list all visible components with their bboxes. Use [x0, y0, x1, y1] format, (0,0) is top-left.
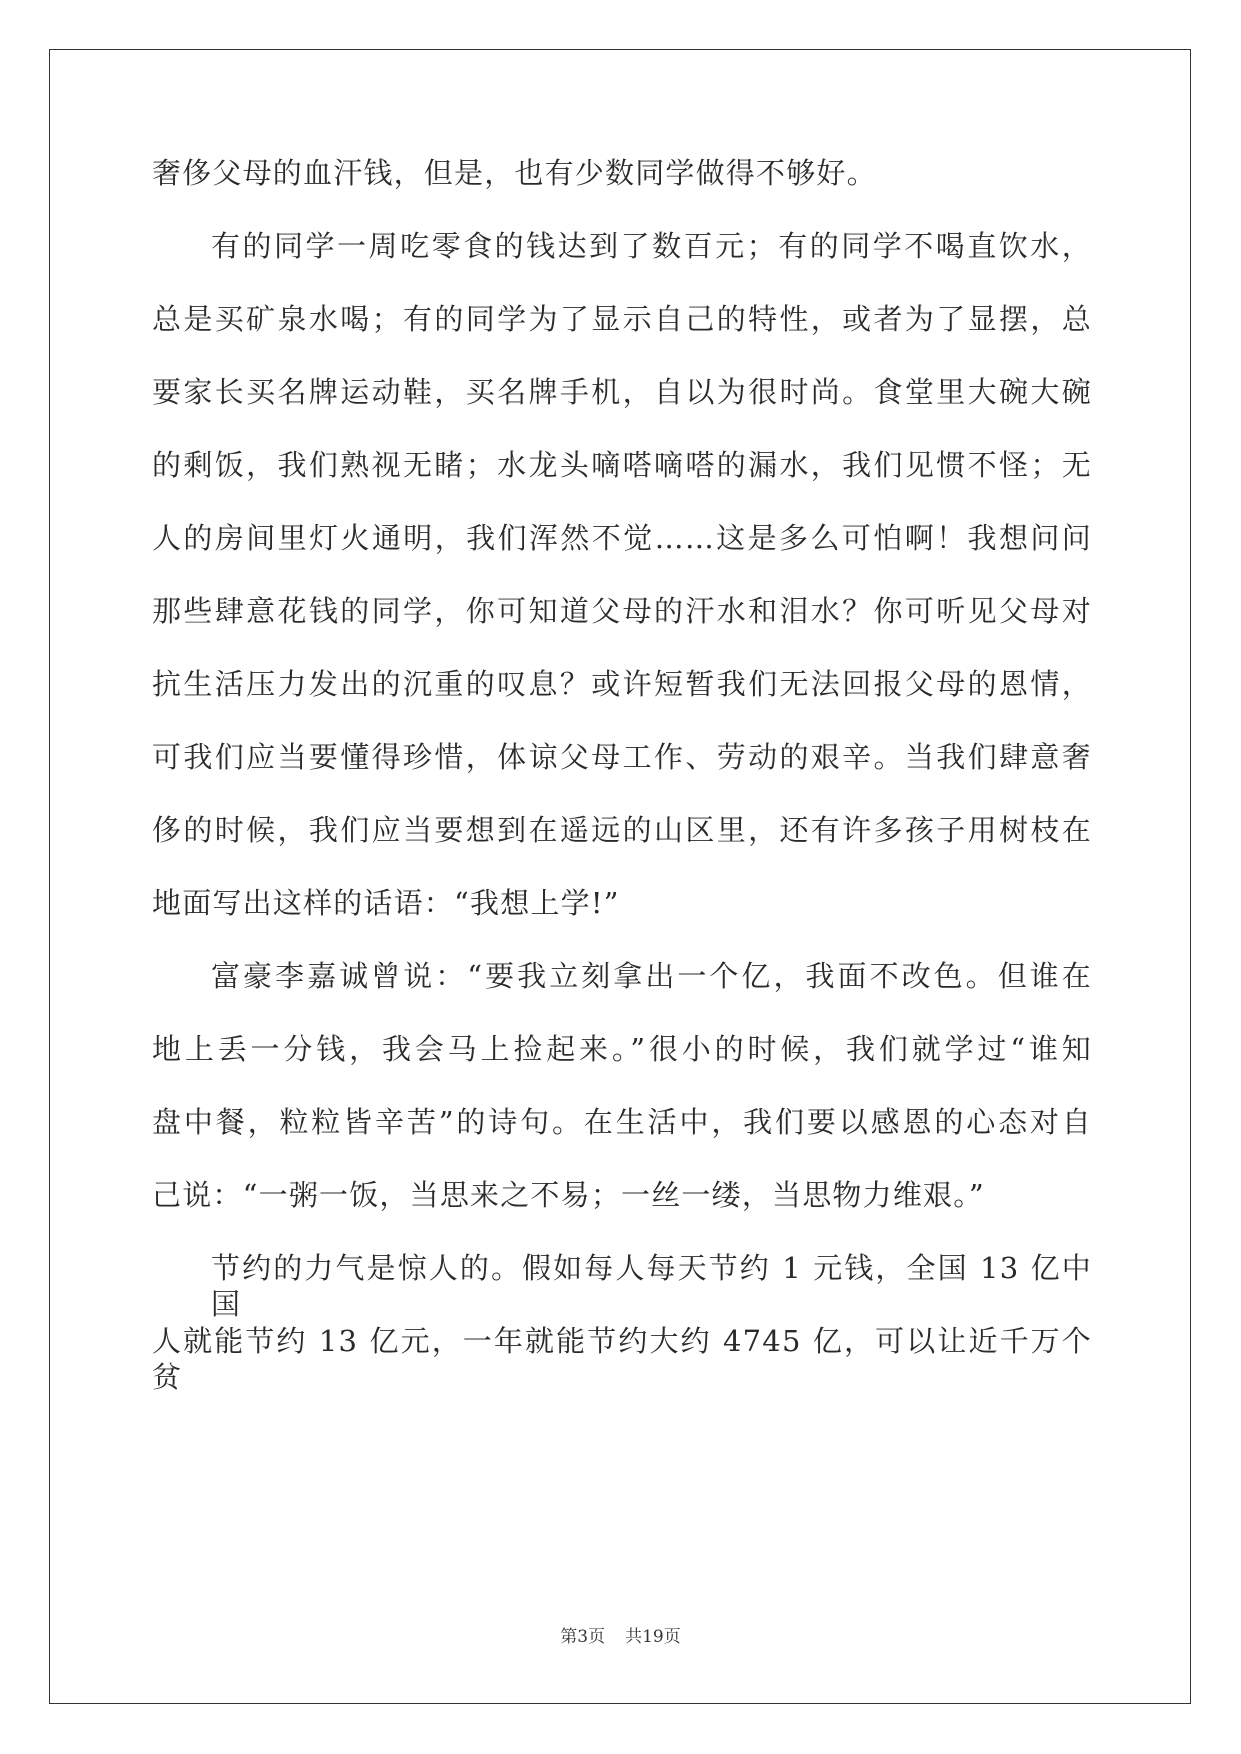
- text-line: 要家长买名牌运动鞋，买名牌手机，自以为很时尚。食堂里大碗大碗: [152, 375, 1092, 409]
- page-number-total: 共19页: [625, 1627, 681, 1647]
- text-line: 地面写出这样的话语：“我想上学!”: [152, 886, 620, 920]
- text-line: 那些肆意花钱的同学，你可知道父母的汗水和泪水？你可听见父母对: [152, 594, 1092, 628]
- text-line: 地上丢一分钱，我会马上捡起来。”很小的时候，我们就学过“谁知: [152, 1032, 1092, 1066]
- text-line: 人的房间里灯火通明，我们浑然不觉……这是多么可怕啊！我想问问: [152, 521, 1092, 555]
- text-line: 总是买矿泉水喝；有的同学为了显示自己的特性，或者为了显摆，总: [152, 302, 1092, 336]
- page-number-current: 第3页: [560, 1627, 606, 1647]
- text-line: 盘中餐，粒粒皆辛苦”的诗句。在生活中，我们要以感恩的心态对自: [152, 1105, 1092, 1139]
- text-line: 人就能节约 13 亿元，一年就能节约大约 4745 亿，可以让近千万个贫: [152, 1324, 1092, 1394]
- text-line: 抗生活压力发出的沉重的叹息？或许短暂我们无法回报父母的恩情，: [152, 667, 1092, 701]
- page-footer: [0, 1626, 1241, 1648]
- text-line: 可我们应当要懂得珍惜，体谅父母工作、劳动的艰辛。当我们肆意奢: [152, 740, 1092, 774]
- text-line: 己说：“一粥一饭，当思来之不易；一丝一缕，当思物力维艰。”: [152, 1178, 985, 1212]
- text-line: 侈的时候，我们应当要想到在遥远的山区里，还有许多孩子用树枝在: [152, 813, 1092, 847]
- text-line: 富豪李嘉诚曾说：“要我立刻拿出一个亿，我面不改色。但谁在: [211, 959, 1092, 993]
- text-line: 奢侈父母的血汗钱，但是，也有少数同学做得不够好。: [152, 156, 877, 190]
- text-line: 节约的力气是惊人的。假如每人每天节约 1 元钱，全国 13 亿中国: [211, 1251, 1092, 1321]
- text-line: 有的同学一周吃零食的钱达到了数百元；有的同学不喝直饮水，: [211, 229, 1092, 263]
- page-border: [49, 49, 1191, 1704]
- text-line: 的剩饭，我们熟视无睹；水龙头嘀嗒嘀嗒的漏水，我们见惯不怪；无: [152, 448, 1092, 482]
